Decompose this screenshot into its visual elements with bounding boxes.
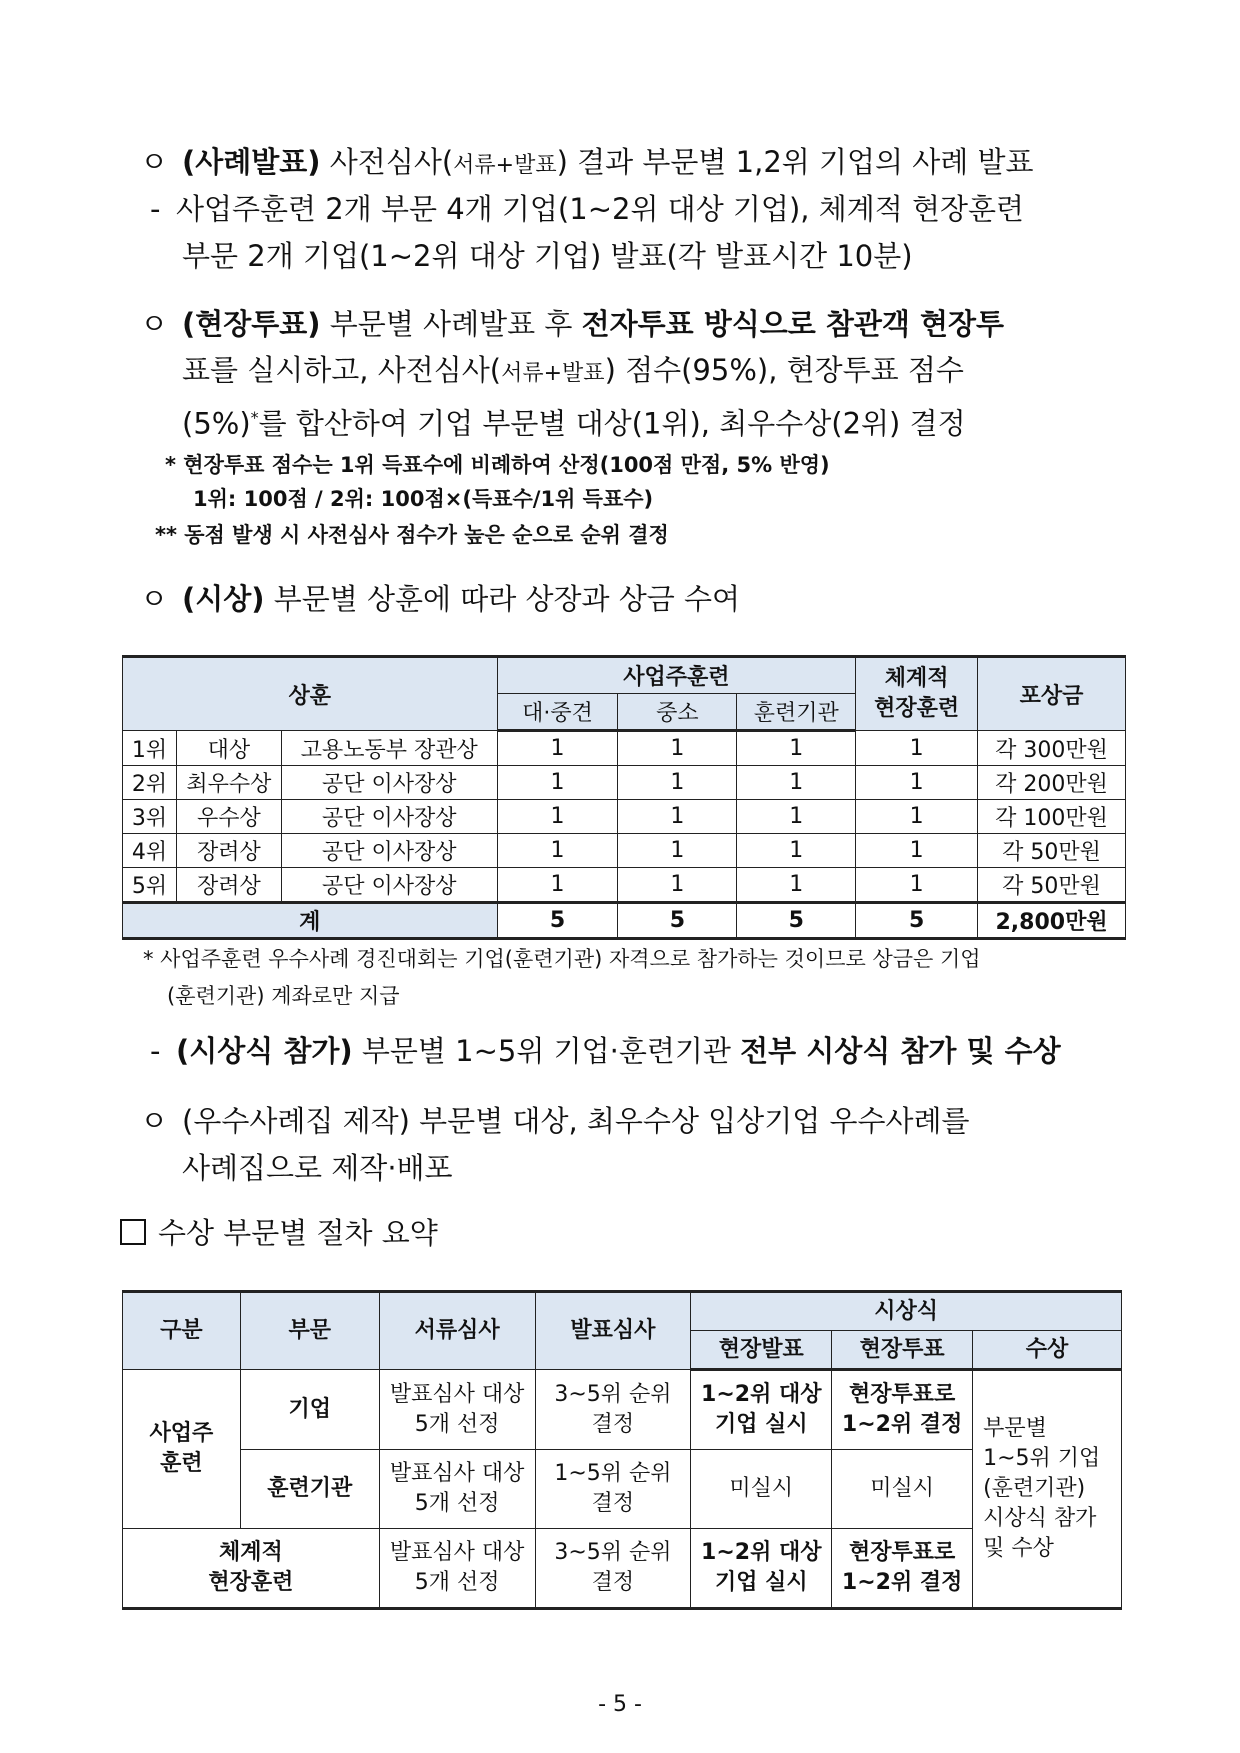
ceremony-line [150, 1033, 1061, 1069]
prize-cell: 각 50만원 [978, 868, 1126, 903]
checkbox-square-icon [120, 1219, 146, 1245]
table-row [123, 766, 1126, 800]
count-cell: 1 [737, 731, 856, 766]
count-cell: 1 [618, 800, 737, 834]
header-systematic [856, 657, 978, 731]
prize-cell: 각 50만원 [978, 834, 1126, 868]
case-presentation-sub-line1 [150, 191, 1024, 227]
casebook-line2: 사례집으로 제작·배포 [182, 1151, 453, 1185]
onsite-vote-note2: 1위: 100점 / 2위: 100점×(득표수/1위 득표수) [193, 487, 654, 511]
body-text-bold: 전자투표 방식으로 참관객 현장투 [581, 307, 1005, 341]
case-presentation-line [140, 144, 1034, 184]
table-row [123, 868, 1126, 903]
issuer-cell: 공단 이사장상 [281, 766, 497, 800]
table-row [123, 1450, 1122, 1529]
total-count: 5 [856, 903, 978, 939]
header-prize: 포상금 [978, 657, 1126, 731]
division-cell: 훈련기관 [240, 1450, 379, 1529]
count-cell: 1 [737, 766, 856, 800]
onsite-vote-cell: 미실시 [832, 1450, 973, 1529]
count-cell: 1 [497, 868, 618, 903]
section-title: (우수사례집 제작) [182, 1104, 410, 1138]
count-cell: 1 [618, 834, 737, 868]
header-systematic-line1: 체계적 [884, 666, 949, 691]
onsite-vote-line3 [182, 400, 966, 442]
prize-note-line2: (훈련기관) 계좌로만 지급 [167, 984, 400, 1008]
award-cell: 장려상 [176, 868, 281, 903]
count-cell: 1 [618, 868, 737, 903]
awards-line [140, 581, 740, 617]
casebook-line1 [140, 1103, 970, 1139]
onsite-vote-line2 [182, 352, 964, 392]
header-onsite-pres: 현장발표 [691, 1331, 832, 1370]
header-award: 수상 [973, 1331, 1122, 1370]
document-cell: 발표심사 대상 5개 선정 [379, 1529, 535, 1609]
bullet: ㅇ [140, 145, 169, 179]
case-presentation-sub-line2: 부문 2개 기업(1~2위 대상 기업) 발표(각 발표시간 10분) [182, 239, 913, 273]
header-training-org: 훈련기관 [737, 694, 856, 731]
header-systematic-line2: 현장훈련 [874, 696, 960, 721]
count-cell: 1 [497, 834, 618, 868]
body-text: 부문별 1~5위 기업·훈련기관 [361, 1034, 731, 1068]
body-text: 사업주훈련 2개 부문 4개 기업(1~2위 대상 기업), 체계적 현장훈련 [176, 192, 1025, 226]
count-cell: 1 [497, 731, 618, 766]
body-text: 사전심사( [329, 145, 454, 179]
count-cell: 1 [856, 834, 978, 868]
body-text: 부문별 사례발표 후 [329, 307, 573, 341]
systematic-label: 체계적 현장훈련 [123, 1529, 380, 1609]
award-cell: 장려상 [176, 834, 281, 868]
issuer-cell: 고용노동부 장관상 [281, 731, 497, 766]
onsite-pres-cell: 1~2위 대상 기업 실시 [691, 1529, 832, 1609]
rank-cell: 3위 [123, 800, 177, 834]
award-cell: 우수상 [176, 800, 281, 834]
count-cell: 1 [856, 868, 978, 903]
onsite-vote-cell: 현장투표로 1~2위 결정 [832, 1529, 973, 1609]
summary-heading [120, 1215, 438, 1251]
division-cell: 기업 [240, 1370, 379, 1450]
section-title: (사례발표) [182, 145, 321, 179]
header-onsite-vote: 현장투표 [832, 1331, 973, 1370]
onsite-vote-line1 [140, 306, 1004, 342]
onsite-pres-cell: 1~2위 대상 기업 실시 [691, 1370, 832, 1450]
onsite-pres-cell: 미실시 [691, 1450, 832, 1529]
prize-cell: 각 200만원 [978, 766, 1126, 800]
count-cell: 1 [737, 834, 856, 868]
award-cell: 최우수상 [176, 766, 281, 800]
count-cell: 1 [497, 800, 618, 834]
body-text-bold: (5%) [182, 406, 251, 441]
count-cell: 1 [737, 800, 856, 834]
rank-cell: 1위 [123, 731, 177, 766]
section-title: (시상) [182, 582, 265, 616]
awards-table [122, 655, 1126, 940]
total-count: 5 [618, 903, 737, 939]
header-employer-training: 사업주훈련 [497, 657, 856, 694]
header-presentation: 발표심사 [535, 1292, 691, 1370]
header-category: 구분 [123, 1292, 241, 1370]
header-document: 서류심사 [379, 1292, 535, 1370]
page-number: - 5 - [598, 1692, 642, 1717]
body-text: ) 결과 부문별 1,2위 기업의 사례 발표 [556, 145, 1034, 179]
bullet: ㅇ [140, 1104, 169, 1138]
total-prize: 2,800만원 [978, 903, 1126, 939]
total-label: 계 [123, 903, 498, 939]
rank-cell: 2위 [123, 766, 177, 800]
count-cell: 1 [856, 800, 978, 834]
dash: - [150, 1034, 161, 1068]
onsite-vote-note3: ** 동점 발생 시 사전심사 점수가 높은 순으로 순위 결정 [155, 523, 669, 547]
table-row [123, 1370, 1122, 1450]
rank-cell: 4위 [123, 834, 177, 868]
header-ceremony: 시상식 [691, 1292, 1122, 1331]
issuer-cell: 공단 이사장상 [281, 868, 497, 903]
body-text-small: 서류+발표 [453, 153, 557, 178]
total-count: 5 [497, 903, 618, 939]
header-sme: 중소 [618, 694, 737, 731]
dash: - [150, 192, 161, 226]
total-count: 5 [737, 903, 856, 939]
onsite-vote-cell: 현장투표로 1~2위 결정 [832, 1370, 973, 1450]
group-label: 사업주 훈련 [123, 1370, 241, 1529]
count-cell: 1 [618, 766, 737, 800]
body-text-bold: 를 합산하여 기업 부문별 대상(1위), 최우수상(2위) 결정 [258, 406, 966, 441]
rank-cell: 5위 [123, 868, 177, 903]
section-title: (현장투표) [182, 307, 321, 341]
bullet: ㅇ [140, 582, 169, 616]
prize-note-line1: * 사업주훈련 우수사례 경진대회는 기업(훈련기관) 자격으로 참가하는 것이므로 상금은 기업 [143, 947, 981, 971]
body-text-bold: 표를 실시하고, 사전심사( [182, 353, 502, 387]
prize-cell: 각 100만원 [978, 800, 1126, 834]
table-row [123, 731, 1126, 766]
table-row [123, 834, 1126, 868]
header-large-mid: 대·중견 [497, 694, 618, 731]
count-cell: 1 [618, 731, 737, 766]
header-division: 부문 [240, 1292, 379, 1370]
section-title: (시상식 참가) [176, 1034, 353, 1068]
issuer-cell: 공단 이사장상 [281, 800, 497, 834]
award-cell: 부문별 1~5위 기업 (훈련기관) 시상식 참가 및 수상 [973, 1370, 1122, 1609]
onsite-vote-note1: * 현장투표 점수는 1위 득표수에 비례하여 산정(100점 만점, 5% 반영) [165, 453, 830, 477]
document-cell: 발표심사 대상 5개 선정 [379, 1450, 535, 1529]
summary-table [122, 1290, 1122, 1610]
body-text: 부문별 상훈에 따라 상장과 상금 수여 [273, 582, 741, 616]
bullet: ㅇ [140, 307, 169, 341]
issuer-cell: 공단 이사장상 [281, 834, 497, 868]
header-honor: 상훈 [123, 657, 498, 731]
award-cell: 대상 [176, 731, 281, 766]
total-row [123, 903, 1126, 939]
count-cell: 1 [737, 868, 856, 903]
footnote-mark: * [250, 408, 259, 427]
count-cell: 1 [856, 766, 978, 800]
table-row [123, 800, 1126, 834]
body-text-small: 서류+발표 [501, 361, 605, 386]
body-text-bold: ) 점수(95%), 현장투표 점수 [604, 353, 964, 387]
body-text-bold: 전부 시상식 참가 및 수상 [740, 1034, 1061, 1068]
count-cell: 1 [856, 731, 978, 766]
presentation-cell: 1~5위 순위 결정 [535, 1450, 691, 1529]
prize-cell: 각 300만원 [978, 731, 1126, 766]
presentation-cell: 3~5위 순위 결정 [535, 1370, 691, 1450]
presentation-cell: 3~5위 순위 결정 [535, 1529, 691, 1609]
document-cell: 발표심사 대상 5개 선정 [379, 1370, 535, 1450]
body-text-bold: 부문별 대상, 최우수상 입상기업 우수사례를 [419, 1104, 970, 1138]
summary-heading-text: 수상 부문별 절차 요약 [158, 1216, 438, 1250]
count-cell: 1 [497, 766, 618, 800]
table-row [123, 1529, 1122, 1609]
